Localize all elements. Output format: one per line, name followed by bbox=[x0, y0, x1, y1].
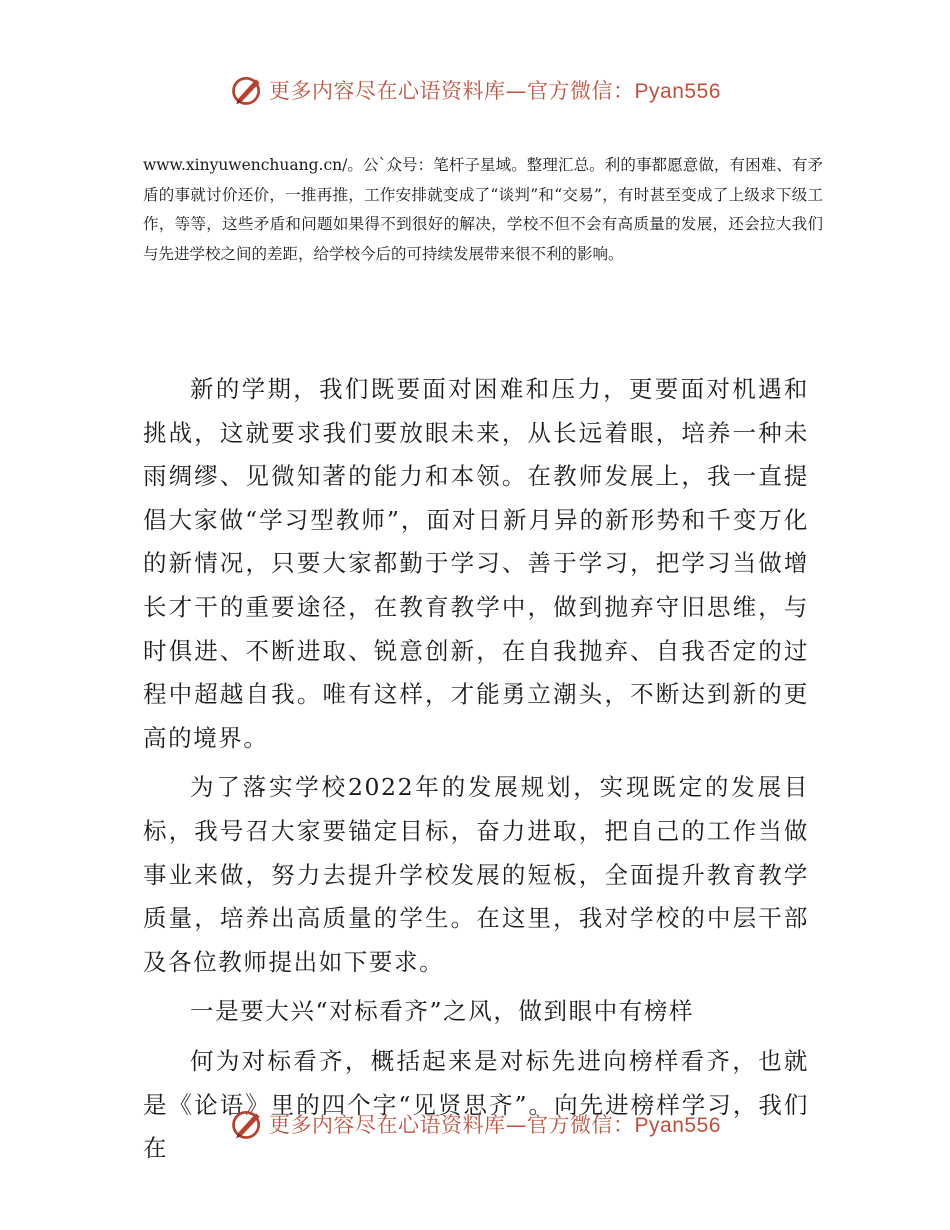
paragraph: 为了落实学校2022年的发展规划，实现既定的发展目标，我号召大家要锚定目标，奋力进取，把自己的工作当做事业来做，努力去提升学校发展的短板，全面提升教育教学质量，培养出高质量的学生。在这里，我对学校的中层干部及各位教师提出如下要求。 bbox=[143, 773, 809, 976]
intro-paragraph: www.xinyuwenchuang.cn/。公`众号：笔杆子星域。整理汇总。利的事都愿意做，有困难、有矛盾的事就讨价还价，一推再推，工作安排就变成了“谈判”和“交易”，有时甚至变成了上级求下级工作，等等，这些矛盾和问题如果得不到很好的解决，学校不但不会有高质量的发展，还会拉大我们与先进学校之间的差距，给学校今后的可持续发展带来很不利的影响。 bbox=[143, 156, 823, 263]
paragraph: 新的学期，我们既要面对困难和压力，更要面对机遇和挑战，这就要求我们要放眼未来，从长远着眼，培养一种未雨绸缪、见微知著的能力和本领。在教师发展上，我一直提倡大家做“学习型教师”，面对日新月异的新形势和千变万化的新情况，只要大家都勤于学习、善于学习，把学习当做增长才干的重要途径，在教育教学中，做到抛弃守旧思维，与时俱进、不断进取、锐意创新，在自我抛弃、自我否定的过程中超越自我。唯有这样，才能勇立潮头，不断达到新的更高的境界。 bbox=[143, 375, 809, 752]
paragraph: 何为对标看齐，概括起来是对标先进向榜样看齐，也就是《论语》里的四个字“见贤思齐”。向先进榜样学习，我们在 bbox=[143, 1046, 809, 1163]
section-heading: 一是要大兴“对标看齐”之风，做到眼中有榜样 bbox=[190, 997, 695, 1026]
banner-text: 更多内容尽在心语资料库—官方微信：Pyan556 bbox=[269, 1113, 721, 1137]
footer-banner bbox=[0, 1104, 950, 1144]
pen-logo-icon bbox=[229, 1106, 265, 1142]
wechat-id: Pyan556 bbox=[634, 1114, 721, 1137]
pen-logo-icon bbox=[229, 72, 265, 108]
header-banner bbox=[0, 70, 950, 110]
document-body bbox=[143, 368, 809, 1171]
wechat-id: Pyan556 bbox=[634, 80, 721, 103]
banner-text: 更多内容尽在心语资料库—官方微信：Pyan556 bbox=[269, 79, 721, 103]
